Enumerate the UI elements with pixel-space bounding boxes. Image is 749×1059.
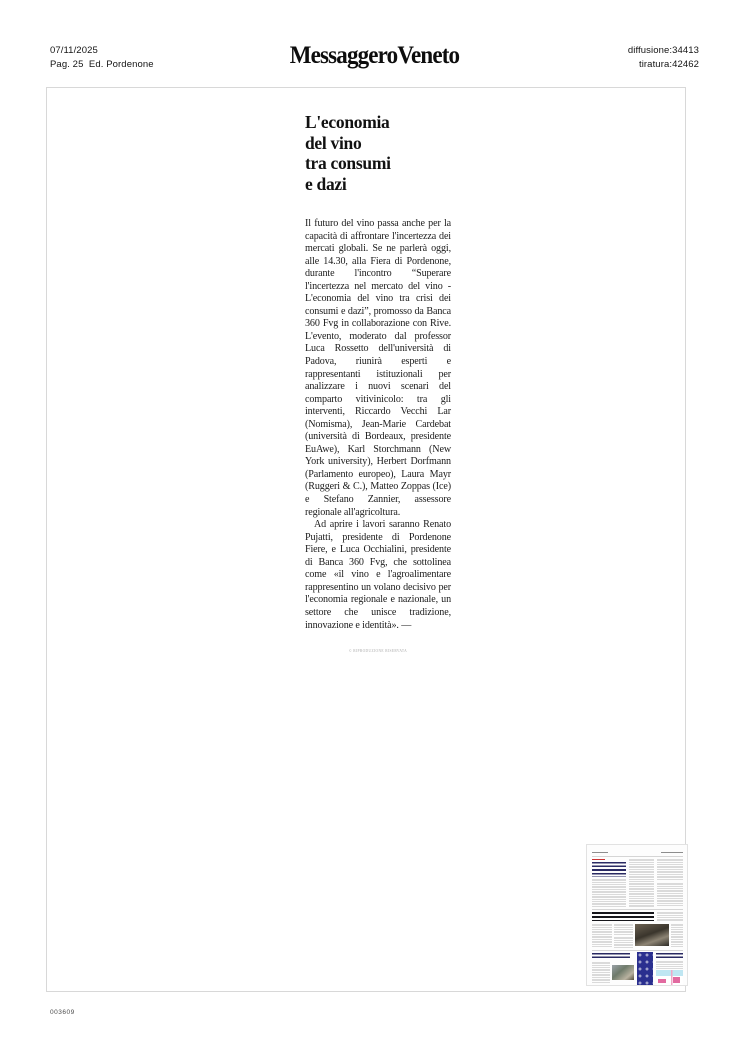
- thumb-photo-secondary: [612, 965, 634, 980]
- headline-line-3: tra consumi: [305, 153, 391, 173]
- page-edition: Pag. 25 Ed. Pordenone: [50, 58, 154, 70]
- thumb-text-col: [629, 859, 654, 907]
- clipping-header: [0, 0, 749, 88]
- thumb-text-col: [657, 859, 683, 881]
- tiratura-figure: tiratura:42462: [638, 58, 699, 70]
- headline-line-4: e dazi: [305, 173, 347, 194]
- thumb-text-col: [592, 924, 612, 948]
- footer-code: 003609: [50, 1009, 75, 1016]
- thumb-masthead-right: [661, 852, 683, 853]
- article-paragraph: Ad aprire i lavori saranno Renato Pujatti, presidente di Pordenone Fiere, e Luca Occhialini, presidente di Banca 360 Fvg, che sottolinea come «il vino e l'agroalimentare rappresentino un volano decisivo per l'economia regionale e nazionale, un settore che unisce tradizione, innovazione e identità». —: [305, 519, 451, 631]
- thumb-infographic-bar: [673, 977, 680, 983]
- thumb-lower-left-headline: [592, 953, 630, 960]
- copyright-notice: © RIPRODUZIONE RISERVATA: [348, 649, 408, 654]
- thumb-photo-main: [635, 924, 669, 946]
- thumb-rule-top: [592, 856, 683, 857]
- headline-line-2: del vino: [305, 132, 362, 153]
- thumb-kicker: [592, 859, 605, 860]
- thumb-second-headline: [592, 912, 654, 921]
- thumb-text-col: [614, 937, 633, 948]
- thumb-text-col: [657, 912, 683, 921]
- thumb-text-col: [656, 961, 683, 969]
- header-right-meta: [628, 44, 699, 71]
- thumb-text-col: [592, 962, 610, 984]
- thumb-masthead-left: [592, 852, 608, 853]
- thumb-infographic-bar: [658, 979, 666, 983]
- thumb-rule-mid: [592, 909, 683, 910]
- article-paragraph: Il futuro del vino passa anche per la capacità di affrontare l'incertezza dei mercati globali. Se ne parlerà oggi, alle 14.30, alla Fiera di Pordenone, durante l'incontro “Superare l'incertezza nel mercato del vino - L'economia del vino tra crisi dei consumi e dazi”, promosso da Banca 360 Fvg in collaborazione con Rive. L'evento, moderato dal professor Luca Rossetto dell'università di Padova, riunirà esperti e rappresentanti istituzionali per analizzare i nuovi scenari del comparto vitivinicolo: tra gli interventi, Riccardo Vecchi Lar (Nomisma), Jean-Marie Cardebat (università di Bordeaux, presidente EuAwe), Karl Storchmann (New York university), Herbert Dorfmann (Parlamento europeo), Laura Mayr (Ruggeri & C.), Matteo Zoppas (Ice) e Stefano Zannier, assessore regionale all'agricoltura.: [305, 218, 451, 518]
- diffusione-figure: diffusione:34413: [627, 45, 699, 56]
- article-body: [305, 218, 451, 632]
- thumb-text-col: [614, 924, 633, 935]
- thumb-text-col: [592, 879, 626, 907]
- headline-line-1: L'economia: [305, 112, 390, 132]
- publication-date: 07/11/2025: [50, 45, 98, 56]
- thumb-rule-lower: [592, 950, 683, 951]
- article-headline: [305, 112, 451, 194]
- thumb-text-col: [671, 924, 683, 948]
- thumb-lead-headline: [592, 862, 626, 877]
- thumb-blue-ad-strip: [637, 952, 653, 985]
- page-thumbnail[interactable]: [586, 844, 688, 986]
- masthead-title: MessaggeroVeneto: [289, 42, 460, 69]
- thumb-text-col: [657, 883, 683, 907]
- thumb-lower-right-headline: [656, 953, 683, 959]
- article-column: [305, 112, 451, 653]
